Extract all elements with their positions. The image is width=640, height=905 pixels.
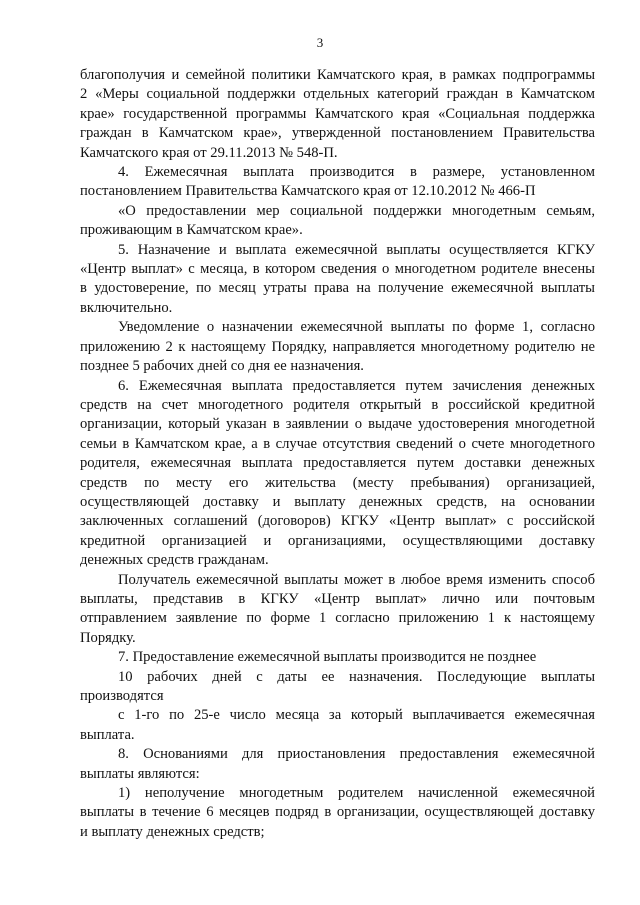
text-line: производятся <box>80 688 164 704</box>
paragraph <box>80 571 595 649</box>
paragraph <box>80 318 595 376</box>
text-line: благополучия и семейной политики Камчатского края, в рамках подпрограммы <box>80 67 595 83</box>
text-line: приложению 2 к настоящему Порядку, направляется многодетному родителю не <box>80 338 595 355</box>
text-line: 4. Ежемесячная выплата производится в размере, установленном <box>118 164 595 181</box>
text-line: выплаты, представив в КГКУ «Центр выплат» лично или почтовым <box>80 590 595 607</box>
document-body <box>80 66 595 842</box>
text-line: 2 «Меры социальной поддержки отдельных категорий граждан в Камчатском <box>80 86 595 103</box>
text-line: выплата. <box>80 726 135 743</box>
paragraph <box>80 66 595 163</box>
text-line: родителя, ежемесячная выплата предоставляется путем доставки денежных <box>80 455 595 472</box>
text-line: Порядку. <box>80 629 136 646</box>
text-line: денежных средств гражданам. <box>80 552 269 569</box>
text-line: «О предоставлении мер социальной поддержки многодетным семьям, <box>118 202 595 219</box>
text-line: в удостоверение, по месяц утраты права на получение ежемесячной выплаты <box>80 280 595 297</box>
paragraph <box>80 163 595 202</box>
text-line: отправлением заявление по форме 1 согласно приложению 1 к настоящему <box>80 610 595 627</box>
paragraph <box>80 377 595 571</box>
text-line: крае» государственной программы Камчатского края «Социальная поддержка <box>80 105 595 122</box>
paragraph <box>80 745 595 784</box>
text-line: семьи в Камчатском крае, а в случае отсутствия сведений о счете многодетного <box>80 435 595 452</box>
text-line: выплаты являются: <box>80 765 200 782</box>
text-line: 10 рабочих дней с даты ее назначения. Последующие выплаты <box>118 668 595 685</box>
text-line: граждан в Камчатском крае», утвержденной постановлением Правительства <box>80 125 595 142</box>
text-line: Получатель ежемесячной выплаты может в любое время изменить способ <box>118 571 595 588</box>
text-line: средств по месту его жительства (месту пребывания) организацией, <box>80 474 595 491</box>
text-line: включительно. <box>80 299 173 316</box>
text-line: осуществляющей доставку и выплату денежных средств, на основании <box>80 493 595 510</box>
text-line: выплаты в течение 6 месяцев подряд в организации, осуществляющей доставку <box>80 804 595 821</box>
paragraph <box>80 706 595 745</box>
paragraph <box>80 241 595 319</box>
text-line: постановлением Правительства Камчатского края от 12.10.2012 № 466-П <box>80 183 536 200</box>
text-line: проживающим в Камчатском крае». <box>80 222 303 239</box>
text-line: заключенных соглашений (договоров) КГКУ «Центр выплат» с российской <box>80 513 595 530</box>
text-line: с 1-го по 25-е число месяца за который выплачивается ежемесячная <box>118 707 595 724</box>
paragraph <box>80 648 595 667</box>
paragraph <box>80 668 595 707</box>
text-line: организации, который указан в заявлении о выдаче удостоверения многодетной <box>80 416 595 433</box>
text-line: «Центр выплат» с месяца, в котором сведения о многодетном родителе внесены <box>80 261 595 278</box>
text-line: и выплату денежных средств; <box>80 823 265 840</box>
paragraph <box>80 784 595 842</box>
text-line: позднее 5 рабочих дней со дня ее назначения. <box>80 358 364 375</box>
paragraph <box>80 202 595 241</box>
page-number: 3 <box>316 35 324 50</box>
text-line: кредитной организацией и организациями, осуществляющими доставку <box>80 532 595 549</box>
text-line: 8. Основаниями для приостановления предоставления ежемесячной <box>118 746 595 763</box>
text-line: Камчатского края от 29.11.2013 № 548-П. <box>80 144 338 161</box>
text-line: средств на счет многодетного родителя открытый в российской кредитной <box>80 396 595 413</box>
text-line: Уведомление о назначении ежемесячной выплаты по форме 1, согласно <box>118 319 595 336</box>
text-line: 5. Назначение и выплата ежемесячной выплаты осуществляется КГКУ <box>118 241 595 258</box>
text-line: 1) неполучение многодетным родителем начисленной ежемесячной <box>118 785 595 802</box>
text-line: 6. Ежемесячная выплата предоставляется путем зачисления денежных <box>118 377 595 394</box>
text-line: 7. Предоставление ежемесячной выплаты производится не позднее <box>118 649 537 666</box>
